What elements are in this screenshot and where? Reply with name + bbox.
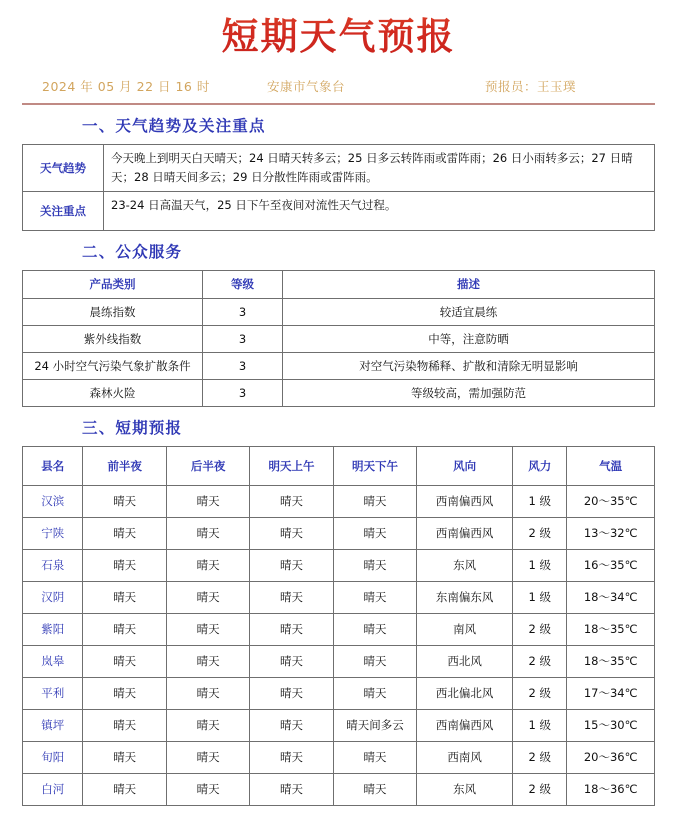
- tomorrow-pm: 晴天: [333, 677, 416, 709]
- tomorrow-am: 晴天: [250, 677, 333, 709]
- table-row: [23, 549, 655, 581]
- first-half-night: 晴天: [83, 773, 166, 805]
- temperature: 18～35℃: [567, 613, 655, 645]
- column-header-wind-direction: 风向: [417, 446, 513, 485]
- second-half-night: 晴天: [166, 613, 249, 645]
- table-row: [23, 773, 655, 805]
- county-name: 白河: [23, 773, 83, 805]
- table-header-row: [23, 446, 655, 485]
- wind-direction: 南风: [417, 613, 513, 645]
- tomorrow-am: 晴天: [250, 709, 333, 741]
- table-row: [23, 191, 655, 230]
- table-row: [23, 485, 655, 517]
- temperature: 18～35℃: [567, 645, 655, 677]
- county-name: 岚皋: [23, 645, 83, 677]
- first-half-night: 晴天: [83, 677, 166, 709]
- wind-force: 2 级: [513, 773, 567, 805]
- table-row: [23, 379, 655, 406]
- second-half-night: 晴天: [166, 517, 249, 549]
- county-name: 平利: [23, 677, 83, 709]
- second-half-night: 晴天: [166, 485, 249, 517]
- section-3-heading: 三、短期预报: [82, 418, 183, 437]
- table-row: [23, 741, 655, 773]
- table-row: [23, 645, 655, 677]
- county-name: 汉阴: [23, 581, 83, 613]
- county-name: 镇坪: [23, 709, 83, 741]
- first-half-night: 晴天: [83, 613, 166, 645]
- service-level: 3: [203, 379, 283, 406]
- tomorrow-pm: 晴天间多云: [333, 709, 416, 741]
- county-name: 旬阳: [23, 741, 83, 773]
- first-half-night: 晴天: [83, 581, 166, 613]
- service-level: 3: [203, 298, 283, 325]
- first-half-night: 晴天: [83, 549, 166, 581]
- tomorrow-pm: 晴天: [333, 613, 416, 645]
- second-half-night: 晴天: [166, 645, 249, 677]
- wind-force: 2 级: [513, 677, 567, 709]
- tomorrow-pm: 晴天: [333, 773, 416, 805]
- wind-direction: 西北风: [417, 645, 513, 677]
- wind-direction: 西南偏西风: [417, 517, 513, 549]
- table-row: [23, 677, 655, 709]
- section-2-heading: 二、公众服务: [82, 242, 183, 261]
- table-row: [23, 517, 655, 549]
- county-name: 汉滨: [23, 485, 83, 517]
- issue-datetime: 2024 年 05 月 22 日 16 时: [42, 79, 210, 95]
- second-half-night: 晴天: [166, 741, 249, 773]
- county-name: 紫阳: [23, 613, 83, 645]
- focus-row-value: 23-24 日高温天气，25 日下午至夜间对流性天气过程。: [104, 191, 655, 230]
- column-header-level: 等级: [203, 270, 283, 298]
- column-header-temperature: 气温: [567, 446, 655, 485]
- tomorrow-am: 晴天: [250, 517, 333, 549]
- temperature: 18～36℃: [567, 773, 655, 805]
- service-description: 对空气污染物稀释、扩散和清除无明显影响: [283, 352, 655, 379]
- second-half-night: 晴天: [166, 773, 249, 805]
- column-header-tomorrow-pm: 明天下午: [333, 446, 416, 485]
- temperature: 18～34℃: [567, 581, 655, 613]
- table-header-row: [23, 270, 655, 298]
- wind-force: 2 级: [513, 645, 567, 677]
- tomorrow-pm: 晴天: [333, 485, 416, 517]
- second-half-night: 晴天: [166, 677, 249, 709]
- first-half-night: 晴天: [83, 741, 166, 773]
- public-service-table: [22, 270, 655, 407]
- temperature: 20～35℃: [567, 485, 655, 517]
- column-header-tomorrow-am: 明天上午: [250, 446, 333, 485]
- temperature: 20～36℃: [567, 741, 655, 773]
- document-title: 短期天气预报: [22, 0, 655, 60]
- tomorrow-am: 晴天: [250, 741, 333, 773]
- temperature: 13～32℃: [567, 517, 655, 549]
- issuing-office: 安康市气象台: [267, 79, 346, 95]
- table-row: [23, 613, 655, 645]
- wind-direction: 西南风: [417, 741, 513, 773]
- table-row: [23, 298, 655, 325]
- second-half-night: 晴天: [166, 549, 249, 581]
- forecaster-name: 预报员：王玉璞: [485, 79, 577, 95]
- header-divider: [22, 103, 655, 105]
- tomorrow-am: 晴天: [250, 773, 333, 805]
- service-category: 24 小时空气污染气象扩散条件: [23, 352, 203, 379]
- first-half-night: 晴天: [83, 709, 166, 741]
- table-row: [23, 352, 655, 379]
- temperature: 15～30℃: [567, 709, 655, 741]
- temperature: 17～34℃: [567, 677, 655, 709]
- service-level: 3: [203, 325, 283, 352]
- temperature: 16～35℃: [567, 549, 655, 581]
- county-name: 石泉: [23, 549, 83, 581]
- first-half-night: 晴天: [83, 645, 166, 677]
- wind-force: 1 级: [513, 709, 567, 741]
- first-half-night: 晴天: [83, 485, 166, 517]
- table-row: [23, 325, 655, 352]
- wind-direction: 西南偏西风: [417, 709, 513, 741]
- focus-row-label: 关注重点: [23, 191, 104, 230]
- service-category: 晨练指数: [23, 298, 203, 325]
- service-category: 紫外线指数: [23, 325, 203, 352]
- trend-row-label: 天气趋势: [23, 144, 104, 191]
- first-half-night: 晴天: [83, 517, 166, 549]
- service-level: 3: [203, 352, 283, 379]
- document-meta: [22, 77, 655, 95]
- column-header-county: 县名: [23, 446, 83, 485]
- table-row: [23, 144, 655, 191]
- wind-direction: 西北偏北风: [417, 677, 513, 709]
- tomorrow-am: 晴天: [250, 485, 333, 517]
- column-header-wind-force: 风力: [513, 446, 567, 485]
- wind-direction: 东风: [417, 549, 513, 581]
- wind-direction: 东南偏东风: [417, 581, 513, 613]
- tomorrow-pm: 晴天: [333, 581, 416, 613]
- tomorrow-pm: 晴天: [333, 741, 416, 773]
- service-description: 较适宜晨练: [283, 298, 655, 325]
- service-description: 中等，注意防晒: [283, 325, 655, 352]
- wind-force: 2 级: [513, 741, 567, 773]
- short-term-forecast-table: [22, 446, 655, 806]
- wind-force: 1 级: [513, 581, 567, 613]
- table-row: [23, 581, 655, 613]
- tomorrow-pm: 晴天: [333, 517, 416, 549]
- column-header-second-half-night: 后半夜: [166, 446, 249, 485]
- wind-force: 2 级: [513, 517, 567, 549]
- tomorrow-pm: 晴天: [333, 549, 416, 581]
- trend-row-value: 今天晚上到明天白天晴天；24 日晴天转多云；25 日多云转阵雨或雷阵雨；26 日小雨转多云；27 日晴天；28 日晴天间多云；29 日分散性阵雨或雷阵雨。: [104, 144, 655, 191]
- wind-force: 1 级: [513, 549, 567, 581]
- column-header-first-half-night: 前半夜: [83, 446, 166, 485]
- section-1-heading: 一、天气趋势及关注重点: [82, 116, 266, 135]
- tomorrow-am: 晴天: [250, 549, 333, 581]
- table-row: [23, 709, 655, 741]
- second-half-night: 晴天: [166, 709, 249, 741]
- wind-direction: 东风: [417, 773, 513, 805]
- tomorrow-am: 晴天: [250, 613, 333, 645]
- wind-direction: 西南偏西风: [417, 485, 513, 517]
- weather-trend-table: [22, 144, 655, 231]
- tomorrow-pm: 晴天: [333, 645, 416, 677]
- wind-force: 2 级: [513, 613, 567, 645]
- service-category: 森林火险: [23, 379, 203, 406]
- tomorrow-am: 晴天: [250, 581, 333, 613]
- county-name: 宁陕: [23, 517, 83, 549]
- service-description: 等级较高，需加强防范: [283, 379, 655, 406]
- tomorrow-am: 晴天: [250, 645, 333, 677]
- wind-force: 1 级: [513, 485, 567, 517]
- column-header-description: 描述: [283, 270, 655, 298]
- column-header-category: 产品类别: [23, 270, 203, 298]
- second-half-night: 晴天: [166, 581, 249, 613]
